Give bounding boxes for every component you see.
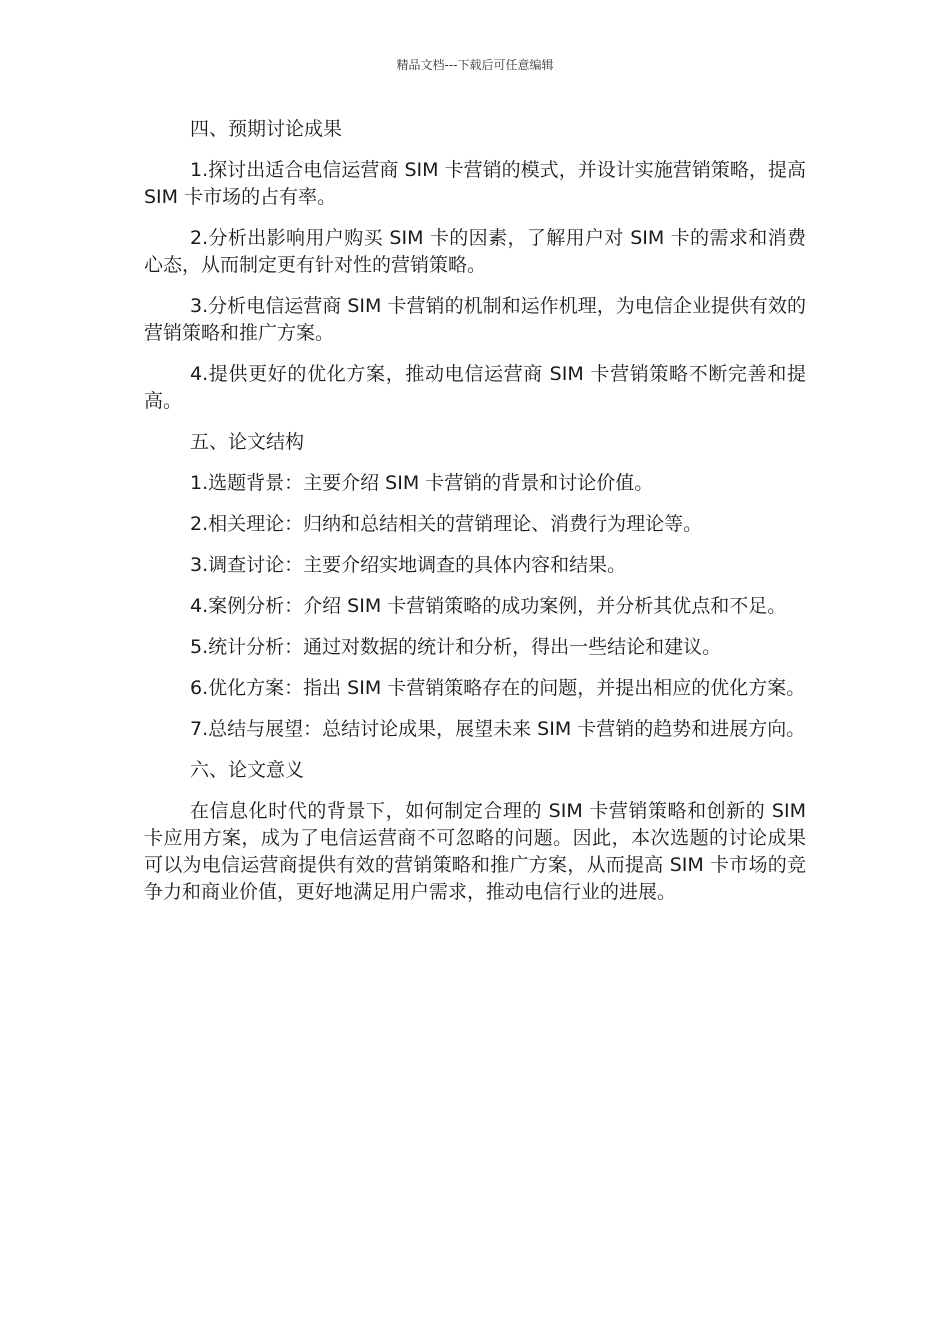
page-header: 精品文档---下载后可任意编辑: [396, 58, 554, 72]
structure-item-5: 5.统计分析：通过对数据的统计和分析，得出一些结论和建议。: [190, 636, 722, 658]
structure-item-6: 6.优化方案：指出 SIM 卡营销策略存在的问题，并提出相应的优化方案。: [190, 677, 806, 699]
expected-result-item-1: 1.探讨出适合电信运营商 SIM 卡营销的模式，并设计实施营销策略，提高 SIM 卡市场的占有率。: [144, 159, 806, 208]
structure-item-3: 3.调查讨论：主要介绍实地调查的具体内容和结果。: [190, 554, 627, 576]
expected-result-item-3: 3.分析电信运营商 SIM 卡营销的机制和运作机理，为电信企业提供有效的营销策略和推广方案。: [144, 295, 806, 344]
structure-item-2: 2.相关理论：归纳和总结相关的营销理论、消费行为理论等。: [190, 513, 703, 535]
document-body: [144, 116, 806, 920]
expected-result-item-2: 2.分析出影响用户购买 SIM 卡的因素，了解用户对 SIM 卡的需求和消费心态，从而制定更有针对性的营销策略。: [144, 227, 806, 276]
section-heading-significance: 六、论文意义: [190, 759, 305, 781]
section-heading-thesis-structure: 五、论文结构: [190, 431, 305, 453]
structure-item-7: 7.总结与展望：总结讨论成果，展望未来 SIM 卡营销的趋势和进展方向。: [190, 718, 806, 740]
expected-result-item-4: 4.提供更好的优化方案，推动电信运营商 SIM 卡营销策略不断完善和提高。: [144, 363, 806, 412]
structure-item-4: 4.案例分析：介绍 SIM 卡营销策略的成功案例，并分析其优点和不足。: [190, 595, 787, 617]
structure-item-1: 1.选题背景：主要介绍 SIM 卡营销的背景和讨论价值。: [190, 472, 654, 494]
section-heading-expected-results: 四、预期讨论成果: [190, 118, 343, 140]
significance-paragraph: 在信息化时代的背景下，如何制定合理的 SIM 卡营销策略和创新的 SIM 卡应用方案，成为了电信运营商不可忽略的问题。因此，本次选题的讨论成果可以为电信运营商提供有效的营销策略和推广方案，从而提高 SIM 卡市场的竞争力和商业价值，更好地满足用户需求，推动电信行业的进展。: [144, 800, 806, 903]
